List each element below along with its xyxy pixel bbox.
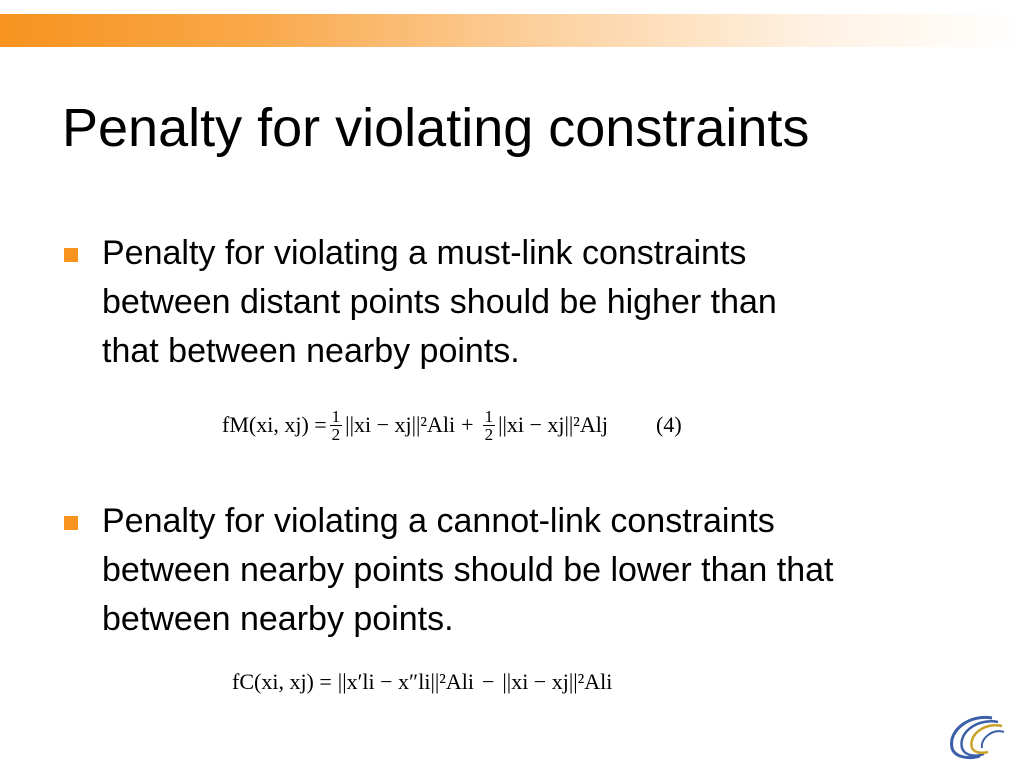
equation-cannot-link (232, 662, 612, 702)
bullet-text-must-link (102, 229, 982, 376)
bullet-line: that between nearby points. (102, 332, 520, 370)
bullet-line: Penalty for violating a cannot-link constraints (102, 502, 775, 540)
swirl-logo-icon (940, 712, 1010, 762)
equation-operator: + (461, 412, 474, 437)
equation-fraction: $\frac{1}{2}$ (484, 406, 494, 444)
bullet-line: Penalty for violating a must-link constraints (102, 234, 747, 272)
bullet-text-cannot-link (102, 497, 982, 644)
equation-lhs: fM(xi, xj) = (222, 412, 327, 437)
slide-title: Penalty for violating constraints (62, 98, 810, 158)
equation-number: (4) (656, 412, 682, 437)
equation-term: ||xi − xj||²Alj (498, 412, 609, 437)
equation-term: ||xi − xj||²Ali (345, 412, 456, 437)
bullet-line: between nearby points. (102, 600, 454, 638)
equation-must-link (222, 402, 682, 448)
equation-lhs: fC(xi, xj) = (232, 669, 332, 694)
bullet-marker-1 (64, 248, 78, 262)
header-accent-band (0, 14, 1024, 47)
bullet-line: between nearby points should be lower than that (102, 551, 834, 589)
bullet-line: between distant points should be higher than (102, 283, 777, 321)
equation-fraction: $\frac{1}{2}$ (331, 406, 341, 444)
equation-term: ||xi − xj||²Ali (502, 669, 613, 694)
equation-term: ||x′li − x″li||²Ali (337, 669, 474, 694)
equation-operator: − (481, 669, 495, 694)
bullet-marker-2 (64, 516, 78, 530)
